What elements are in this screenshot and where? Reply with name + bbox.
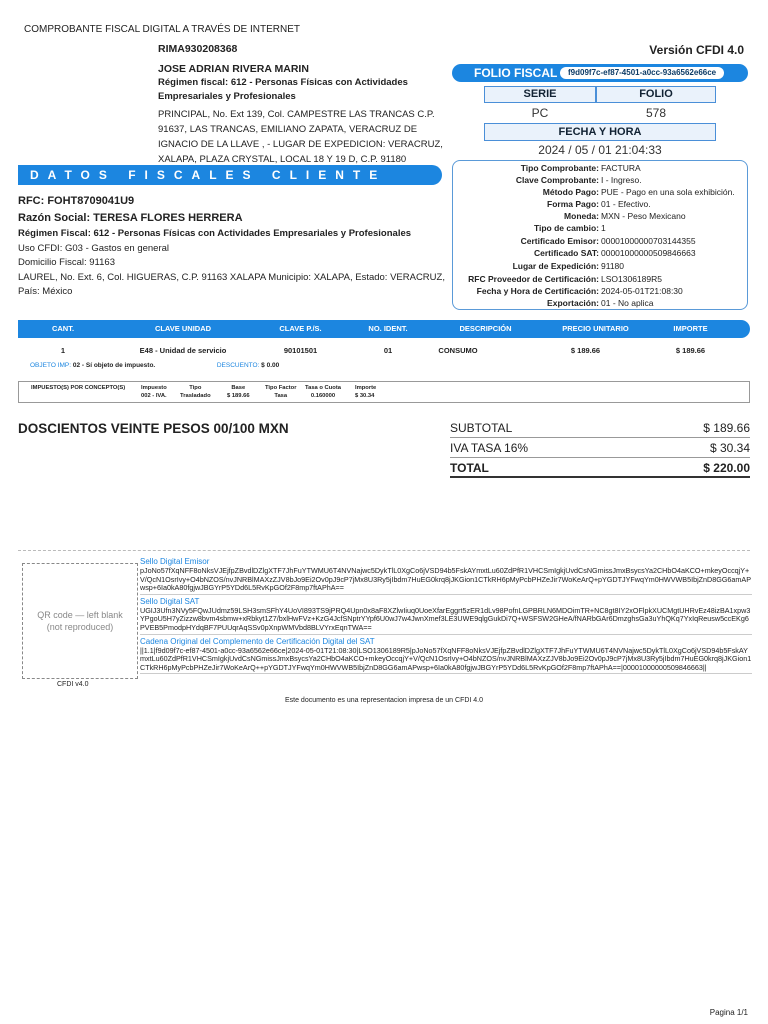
- client-block: [18, 193, 448, 300]
- concepts-table-header: [18, 320, 750, 338]
- folio-fiscal-label: FOLIO FISCAL: [474, 66, 558, 80]
- client-regimen: Régimen Fiscal: 612 - Personas Físicas con Actividades Empresariales y Profesionales: [18, 228, 412, 239]
- cell-importe: $ 189.66: [675, 346, 706, 355]
- col-no-ident: NO. IDENT.: [368, 324, 408, 333]
- client-address: LAUREL, No. Ext. 6, Col. HIGUERAS, C.P. 91163 XALAPA Municipio: XALAPA, Estado: VERACRUZ,: [18, 271, 445, 283]
- meta-row: [453, 174, 749, 186]
- total-en-letra: DOSCIENTOS VEINTE PESOS 00/100 MXN: [18, 421, 289, 436]
- sello-sat: UGIJ3Ufn3NVy5FQwJUdmz59LSH3smSFhY4UoVI893TS9jPRQ4Upn0x8aF8XZlwIiuq0UoeXfarEggrt5zER1dLv98PofnLGPBRLN6MDOimTR+NC8gt8IY2xOFlpkXUCMgtUHRvEz48izBA1xpw3YPgoU5H7yZizzw8bvm4sbmw+xRbkyt1Z7/bxlHwFVz+KzG4JcfSNptrYYpf6U0wJ7w4JwnXmef3LE3UWE9qlgGukDi7Q+WSFSW2GHeA/fNARbGAr6DmzghsGa3uYhQKq7YxIqReusw5ccEKg6PVEB5PmodpHYdqBF7PUUqrAqSSv0pXnpWMVbd8BLVYrxEqnTWA==: [140, 607, 752, 635]
- col-cant: CANT.: [51, 324, 75, 333]
- subtotal-value: $ 189.66: [703, 421, 750, 435]
- total-value: $ 220.00: [703, 461, 750, 475]
- meta-key: Clave Comprobante:: [515, 175, 599, 185]
- imp-factor: Tipo Factor Tasa: [265, 385, 297, 399]
- client-uso-cfdi: Uso CFDI: G03 - Gastos en general: [18, 242, 170, 254]
- col-precio-unitario: PRECIO UNITARIO: [562, 324, 629, 333]
- meta-value: MXN - Peso Mexicano: [601, 211, 686, 221]
- descuento-value: $ 0.00: [261, 362, 280, 369]
- total-row: [450, 458, 750, 478]
- issuer-regimen: Régimen fiscal: 612 - Personas Físicas con Actividades Empresariales y Profesionales: [158, 77, 408, 102]
- cfdi-version: Versión CFDI 4.0: [649, 43, 744, 57]
- imp-base: Base $ 189.66: [227, 385, 250, 399]
- meta-key: Lugar de Expedición:: [512, 261, 599, 271]
- meta-row: [453, 162, 749, 174]
- datos-fiscales-cliente-header: DATOS FISCALES CLIENTE: [18, 165, 442, 185]
- table-row: [18, 342, 750, 360]
- meta-key: Método Pago:: [542, 187, 599, 197]
- cell-clave-unidad: E48 - Unidad de servicio: [139, 346, 227, 355]
- meta-value: FACTURA: [601, 163, 641, 173]
- fecha-header: FECHA Y HORA: [484, 123, 716, 141]
- meta-key: Tipo de cambio:: [533, 223, 599, 233]
- meta-value: LSO1306189R5: [601, 274, 662, 284]
- meta-row: [453, 222, 749, 234]
- cell-cant: 1: [60, 346, 66, 355]
- folio-uuid: f9d09f7c-ef87-4501-a0cc-93a6562e66ce: [560, 67, 724, 79]
- client-domicilio: Domicilio Fiscal: 91163: [18, 257, 115, 268]
- comprobante-details: [452, 160, 748, 310]
- meta-value: 01 - No aplica: [601, 298, 654, 308]
- fecha-value: 2024 / 05 / 01 21:04:33: [538, 143, 662, 157]
- meta-value: PUE - Pago en una sola exhibición.: [601, 187, 735, 197]
- imp-title: IMPUESTO(S) POR CONCEPTO(S): [31, 385, 126, 391]
- objeto-impuesto-line: [30, 362, 279, 369]
- cadena-original: ||1.1|f9d09f7c-ef87-4501-a0cc-93a6562e66ce|2024-05-01T21:08:30|LSO1306189R5|pJoNo57fXqNFF8oNksVJEjfpZBvdlDZlgXTF7JhFuYTWMU6T4NVNajwc5DykTlL0XgCo6jVSD94b5FskAYmxtLu60ZdPfR1VHCSmIgkjUvdCsNGmissJmxBsycsYa2CHbO4aKCO+mkeyOccqjY+V/QcN1OsrIvy+O4bNZOS/nvJNRBlMAXzZJV8bJo9Ei2Ov0pJ9cP7jMx8U3Ry5jIbdm7HuEG0krq8jJKGion1CTkRH6pMyPcbPHZeJir7WoKeArQ++pYGDTJYFwqYm0HWVWB5IbjZnD8GG6amAPwsp+6Ia0kA80fgjwJBGYrP5YDd6L5RvKpGOf2F8mp7ftAPhA==|00001000000509846663||: [140, 647, 752, 675]
- issuer-block: [158, 42, 448, 167]
- meta-row: [453, 260, 749, 272]
- meta-row: [453, 285, 749, 297]
- cell-descripcion: CONSUMO: [438, 346, 478, 355]
- totals-block: [450, 418, 750, 478]
- meta-value: 91180: [601, 261, 625, 271]
- subtotal-label: SUBTOTAL: [450, 421, 513, 435]
- iva-value: $ 30.34: [709, 441, 750, 455]
- iva-label: IVA TASA 16%: [450, 441, 529, 455]
- meta-row: [453, 210, 749, 222]
- cadena-original-title: Cadena Original del Complemento de Certificación Digital del SAT: [140, 636, 375, 646]
- client-pais: País: México: [18, 286, 73, 297]
- meta-key: Certificado SAT:: [533, 248, 599, 258]
- objeto-label: OBJETO IMP:: [30, 362, 72, 369]
- meta-value: 00001000000509846663: [601, 248, 696, 258]
- meta-value: 1: [601, 223, 606, 233]
- imp-impuesto: Impuesto 002 - IVA.: [141, 385, 167, 399]
- col-clave-unidad: CLAVE UNIDAD: [154, 324, 212, 333]
- imp-tipo: Tipo Trasladado: [180, 385, 211, 399]
- cell-precio-unitario: $ 189.66: [570, 346, 601, 355]
- client-rfc: RFC: FOHT8709041U9: [18, 195, 135, 207]
- representation-note: Este documento es una representacion impresa de un CFDI 4.0: [284, 697, 484, 704]
- subtotal-row: [450, 418, 750, 438]
- issuer-address: PRINCIPAL, No. Ext 139, Col. CAMPESTRE LAS TRANCAS C.P. 91637, LAS TRANCAS, EMILIANO ZAPATA, VERACRUZ DE IGNACIO DE LA LLAVE , - LUGAR DE EXPEDICION: VERACRUZ, XALAPA, PLAZA CRYSTAL, LOCAL 18 Y 19 D, C.P. 91180: [158, 109, 443, 165]
- meta-key: RFC Proveedor de Certificación:: [468, 274, 599, 284]
- sello-emisor: pJoNo57fXqNFF8oNksVJEjfpZBvdlDZlgXTF7JhFuYTWMU6T4NVNajwc5DykTlL0XgCo6jVSD94b5FskAYmxtLu60ZdPfR1VHCSmIgkjUvdCsNGmissJmxBsycsYa2CHbO4aKCO+mkeyOccqjY+V/QcN1OsrIvy+O4bNZOS/nvJNRBlMAXzZJV8bJo9Ei2Ov0pJ9cP7jMx8U3Ry5jIbdm7HuEG0krq8jJKGion1CTkRH6pMyPcbPHZeJir7WoKeArQ+pYGDTJYFwqYm0HWVWB5IbjZnD8GG6amAPwsp+6Ia0kA80fgjwJBGYrP5YDd6L5RvKpGOf2F8mp7ftAPhA==: [140, 567, 752, 595]
- meta-key: Moneda:: [564, 211, 599, 221]
- cfdi-version-label: CFDI v4.0: [57, 681, 89, 688]
- folio-value: 578: [645, 106, 667, 120]
- meta-key: Tipo Comprobante:: [520, 163, 599, 173]
- meta-value: I - Ingreso.: [601, 175, 642, 185]
- impuestos-concepto-box: [18, 381, 750, 403]
- client-razon-social: Razón Social: TERESA FLORES HERRERA: [18, 212, 243, 224]
- total-label: TOTAL: [450, 461, 489, 475]
- meta-value: 01 - Efectivo.: [601, 199, 651, 209]
- serie-value: PC: [531, 106, 549, 120]
- descuento-label: DESCUENTO:: [216, 362, 260, 369]
- folio-fiscal-bar: [452, 64, 748, 82]
- meta-row: [453, 247, 749, 259]
- col-clave-ps: CLAVE P./S.: [279, 324, 322, 333]
- divider: [18, 550, 750, 551]
- meta-key: Fecha y Hora de Certificación:: [476, 286, 599, 296]
- meta-key: Exportación:: [547, 298, 599, 308]
- cell-no-ident: 01: [383, 346, 393, 355]
- sellos-block: [140, 557, 752, 676]
- meta-row: [453, 297, 749, 309]
- imp-importe: Importe $ 30.34: [355, 385, 377, 399]
- issuer-rfc: RIMA930208368: [158, 43, 238, 55]
- iva-row: [450, 438, 750, 458]
- imp-tasa: Tasa o Cuota 0.160000: [305, 385, 341, 399]
- cell-clave-ps: 90101501: [283, 346, 318, 355]
- meta-value: 2024-05-01T21:08:30: [601, 286, 683, 296]
- meta-row: [453, 198, 749, 210]
- col-descripcion: DESCRIPCIÓN: [459, 324, 512, 333]
- folio-header: FOLIO: [596, 86, 716, 103]
- meta-value: 00001000000703144355: [601, 236, 696, 246]
- document-title: COMPROBANTE FISCAL DIGITAL A TRAVÉS DE INTERNET: [24, 24, 300, 35]
- col-importe: IMPORTE: [673, 324, 708, 333]
- sello-sat-title: Sello Digital SAT: [140, 596, 200, 606]
- meta-row: [453, 273, 749, 285]
- page-number: Pagina 1/1: [709, 1008, 748, 1017]
- meta-row: [453, 235, 749, 247]
- qr-code-placeholder: QR code — left blank (not reproduced): [22, 563, 138, 679]
- meta-key: Certificado Emisor:: [520, 236, 599, 246]
- sello-emisor-title: Sello Digital Emisor: [140, 557, 210, 566]
- issuer-name: JOSE ADRIAN RIVERA MARIN: [158, 63, 309, 75]
- meta-row: [453, 186, 749, 198]
- objeto-value: 02 - Sí objeto de impuesto.: [72, 362, 156, 369]
- meta-key: Forma Pago:: [547, 199, 599, 209]
- serie-header: SERIE: [484, 86, 596, 103]
